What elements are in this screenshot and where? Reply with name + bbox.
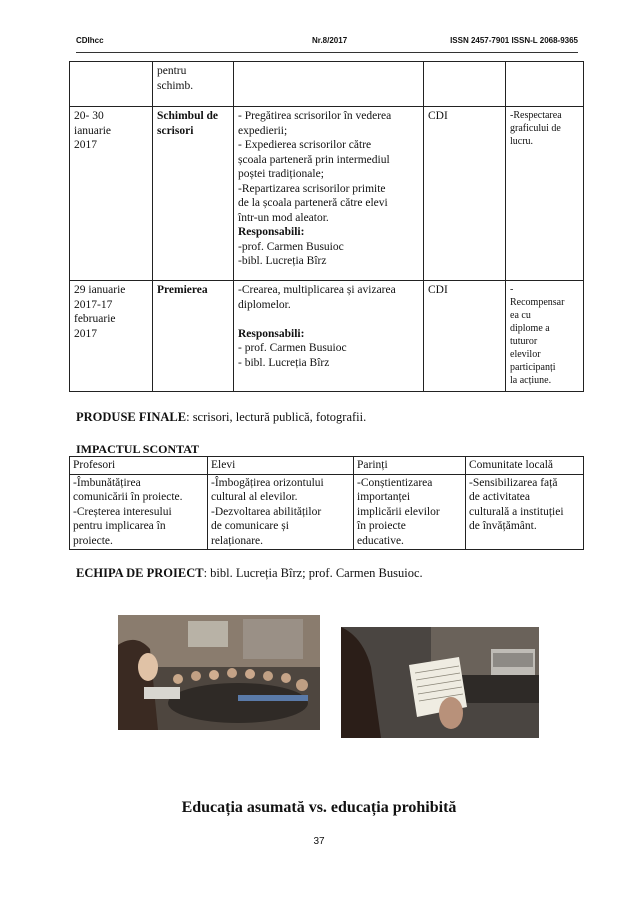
activity-schedule-table	[69, 61, 584, 392]
header-divider	[76, 52, 578, 53]
column-header: Profesori	[70, 457, 208, 475]
description-cell	[234, 62, 424, 107]
date-cell	[70, 62, 153, 107]
impact-students-cell: -Îmbogățirea orizontului cultural al elevilor. -Dezvoltarea abilităților de comunicare și relaționare.	[208, 474, 354, 550]
expected-impact-table	[69, 456, 584, 550]
final-products-text: : scrisori, lectură publică, fotografii.	[186, 410, 367, 424]
letter-reading-photo	[341, 627, 539, 738]
page-number: 37	[313, 836, 325, 847]
column-header: Parinți	[354, 457, 466, 475]
final-products-line	[76, 410, 366, 425]
issue-number: Nr.8/2017	[312, 36, 348, 45]
column-header: Comunitate locală	[466, 457, 584, 475]
description-cell: -Crearea, multiplicarea și avizarea diplomelor. Responsabili: - prof. Carmen Busuioc - bibl. Lucreția Bîrz	[234, 281, 424, 392]
column-header: Elevi	[208, 457, 354, 475]
date-cell: 29 ianuarie 2017-17 februarie 2017	[70, 281, 153, 392]
evaluation-cell: - Recompensar ea cu diplome a tuturor elevilor participanți la acțiune.	[506, 281, 584, 392]
table-row	[70, 474, 584, 550]
activity-cell: pentru schimb.	[153, 62, 234, 107]
article-title: Educația asumată vs. educația prohibită	[181, 799, 457, 816]
activity-cell: Schimbul de scrisori	[153, 107, 234, 281]
table-row	[70, 281, 584, 392]
project-team-text: : bibl. Lucreția Bîrz; prof. Carmen Busuioc.	[203, 566, 423, 580]
evaluation-cell: -Respectarea graficului de lucru.	[506, 107, 584, 281]
project-team-line	[76, 566, 423, 581]
description-cell: - Pregătirea scrisorilor în vederea expedierii; - Expedierea scrisorilor către școala parteneră prin intermediul poștei tradiționale; -Repartizarea scrisorilor primite de la școala parteneră către elevi într-un mod aleator. Responsabili: -prof. Carmen Busuioc -bibl. Lucreția Bîrz	[234, 107, 424, 281]
classroom-reading-photo	[118, 615, 320, 730]
impact-teachers-cell: -Îmbunătățirea comunicării în proiecte. -Creșterea interesului pentru implicarea în proiecte.	[70, 474, 208, 550]
journal-name: CDIhcc	[76, 36, 104, 45]
responsabili-label: Responsabili:	[238, 226, 305, 238]
expected-impact-title: IMPACTUL SCONTAT	[76, 442, 200, 456]
activity-cell: Premierea	[153, 281, 234, 392]
impact-community-cell: -Sensibilizarea față de activitatea culturală a instituției de învățământ.	[466, 474, 584, 550]
table-row	[70, 107, 584, 281]
evaluation-cell	[506, 62, 584, 107]
responsabili-label: Responsabili:	[238, 327, 305, 340]
place-cell: CDI	[424, 107, 506, 281]
place-cell: CDI	[424, 281, 506, 392]
final-products-label: PRODUSE FINALE	[76, 410, 187, 424]
date-cell: 20- 30 ianuarie 2017	[70, 107, 153, 281]
table-row	[70, 62, 584, 107]
table-header-row	[70, 457, 584, 475]
issn-label: ISSN 2457-7901 ISSN-L 2068-9365	[450, 36, 578, 45]
impact-parents-cell: -Conștientizarea importanței implicării elevilor în proiecte educative.	[354, 474, 466, 550]
running-header	[76, 36, 578, 50]
project-team-label: ECHIPA DE PROIECT	[76, 566, 204, 580]
place-cell	[424, 62, 506, 107]
